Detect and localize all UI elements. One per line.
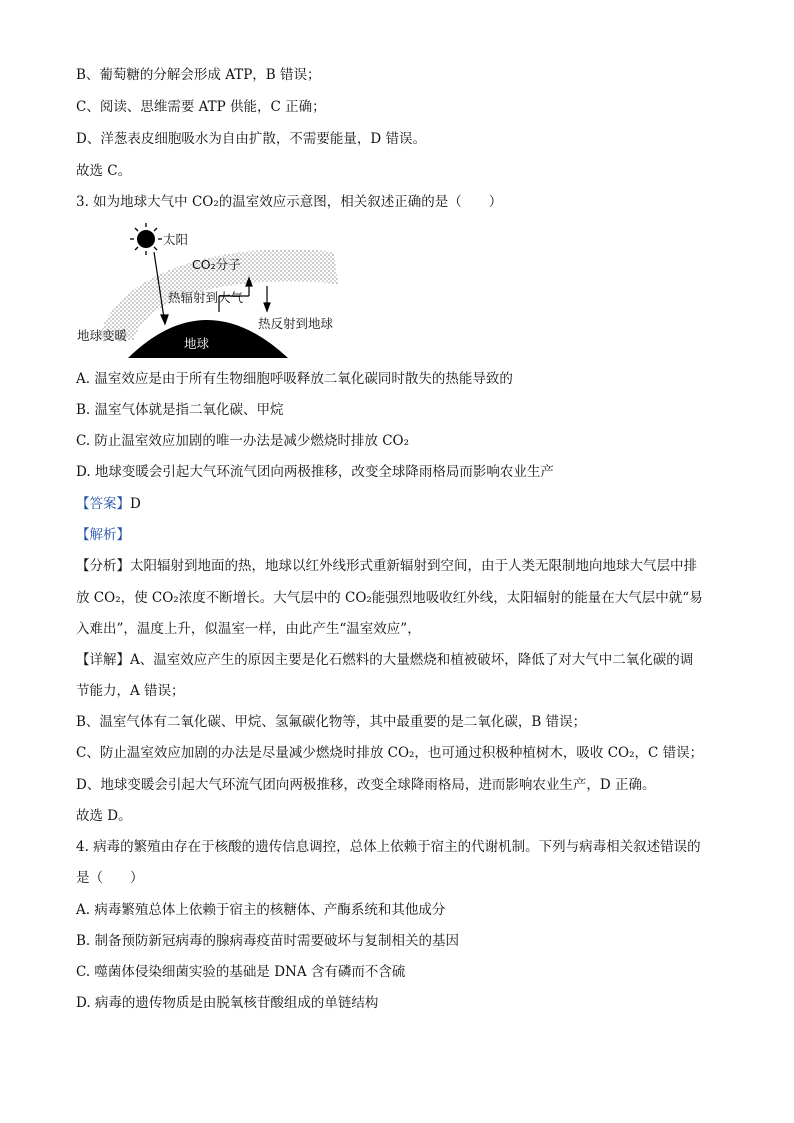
- answer-tag: 【答案】: [76, 496, 130, 512]
- fenxi-line-2: 放 CO₂，使 CO₂浓度不断增长。大气层中的 CO₂能强烈地吸收红外线，太阳辐射的能量在大气层中就“易: [76, 590, 703, 606]
- answer-line: [76, 495, 141, 513]
- heat-radiate-label: 热辐射到大气: [168, 290, 244, 305]
- heat-reflect-label: 热反射到地球: [258, 316, 334, 331]
- prev-explain-c: C、阅读、思维需要 ATP 供能，C 正确；: [76, 99, 326, 115]
- xiangjie-tag: 【详解】: [76, 652, 130, 668]
- fenxi-text-1: 太阳辐射到地面的热，地球以红外线形式重新辐射到空间，由于人类无限制地向地球大气层中排: [130, 558, 697, 574]
- xiangjie-line-d: D、地球变暖会引起大气环流气团向两极推移，改变全球降雨格局，进而影响农业生产，D 正确。: [76, 777, 656, 793]
- greenhouse-effect-diagram: [76, 222, 376, 362]
- xiangjie-line-a1: [76, 651, 693, 669]
- analysis-tag-text: 【解析】: [76, 527, 130, 543]
- earth-label: 地球: [184, 336, 210, 351]
- prev-choice: 故选 C。: [76, 163, 132, 179]
- arrow-icon: [264, 286, 270, 311]
- answer-value: D: [130, 496, 141, 512]
- q4-option-b: B. 制备预防新冠病毒的腺病毒疫苗时需要破坏与复制相关的基因: [76, 933, 460, 949]
- fenxi-line-3: 入难出”，温度上升，似温室一样，由此产生“温室效应”，: [76, 621, 421, 637]
- sun-label: 太阳: [163, 232, 189, 247]
- q4-option-d: D. 病毒的遗传物质是由脱氧核苷酸组成的单链结构: [76, 995, 379, 1011]
- sun-icon: [130, 223, 162, 255]
- fenxi-line-1: [76, 557, 697, 575]
- q3-option-c: C. 防止温室效应加剧的唯一办法是减少燃烧时排放 CO₂: [76, 433, 410, 449]
- warming-label: 地球变暖: [77, 328, 128, 343]
- q4-option-a: A. 病毒繁殖总体上依赖于宿主的核糖体、产酶系统和其他成分: [76, 902, 446, 918]
- xiangjie-line-a2: 节能力，A 错误；: [76, 683, 185, 699]
- xiangjie-text-a1: A、温室效应产生的原因主要是化石燃料的大量燃烧和植被破坏，降低了对大气中二氧化碳的调: [130, 652, 694, 668]
- q3-option-a: A. 温室效应是由于所有生物细胞呼吸释放二氧化碳同时散失的热能导致的: [76, 371, 513, 387]
- q3-stem: 3. 如为地球大气中 CO₂的温室效应示意图，相关叙述正确的是（ ）: [76, 194, 503, 210]
- q4-option-c: C. 噬菌体侵染细菌实验的基础是 DNA 含有磷而不含硫: [76, 964, 406, 980]
- analysis-tag: [76, 526, 130, 544]
- q3-option-d: D. 地球变暖会引起大气环流气团向两极推移，改变全球降雨格局而影响农业生产: [76, 464, 554, 480]
- prev-explain-d: D、洋葱表皮细胞吸水为自由扩散，不需要能量，D 错误。: [76, 131, 426, 147]
- q4-stem-1: 4. 病毒的繁殖由存在于核酸的遗传信息调控，总体上依赖于宿主的代谢机制。下列与病毒相关叙述错误的: [76, 839, 701, 855]
- xiangjie-line-c: C、防止温室效应加剧的办法是尽量减少燃烧时排放 CO₂，也可通过积极种植树木，吸收 CO₂，C 错误；: [76, 745, 704, 761]
- prev-explain-b: B、葡萄糖的分解会形成 ATP，B 错误；: [76, 67, 321, 83]
- fenxi-tag: 【分析】: [76, 558, 130, 574]
- xiangjie-line-b: B、温室气体有二氧化碳、甲烷、氢氟碳化物等，其中最重要的是二氧化碳，B 错误；: [76, 714, 587, 730]
- q3-option-b: B. 温室气体就是指二氧化碳、甲烷: [76, 402, 284, 418]
- q4-stem-2: 是（ ）: [76, 870, 144, 886]
- q3-choice: 故选 D。: [76, 808, 132, 824]
- co2-label: CO₂分子: [192, 257, 241, 272]
